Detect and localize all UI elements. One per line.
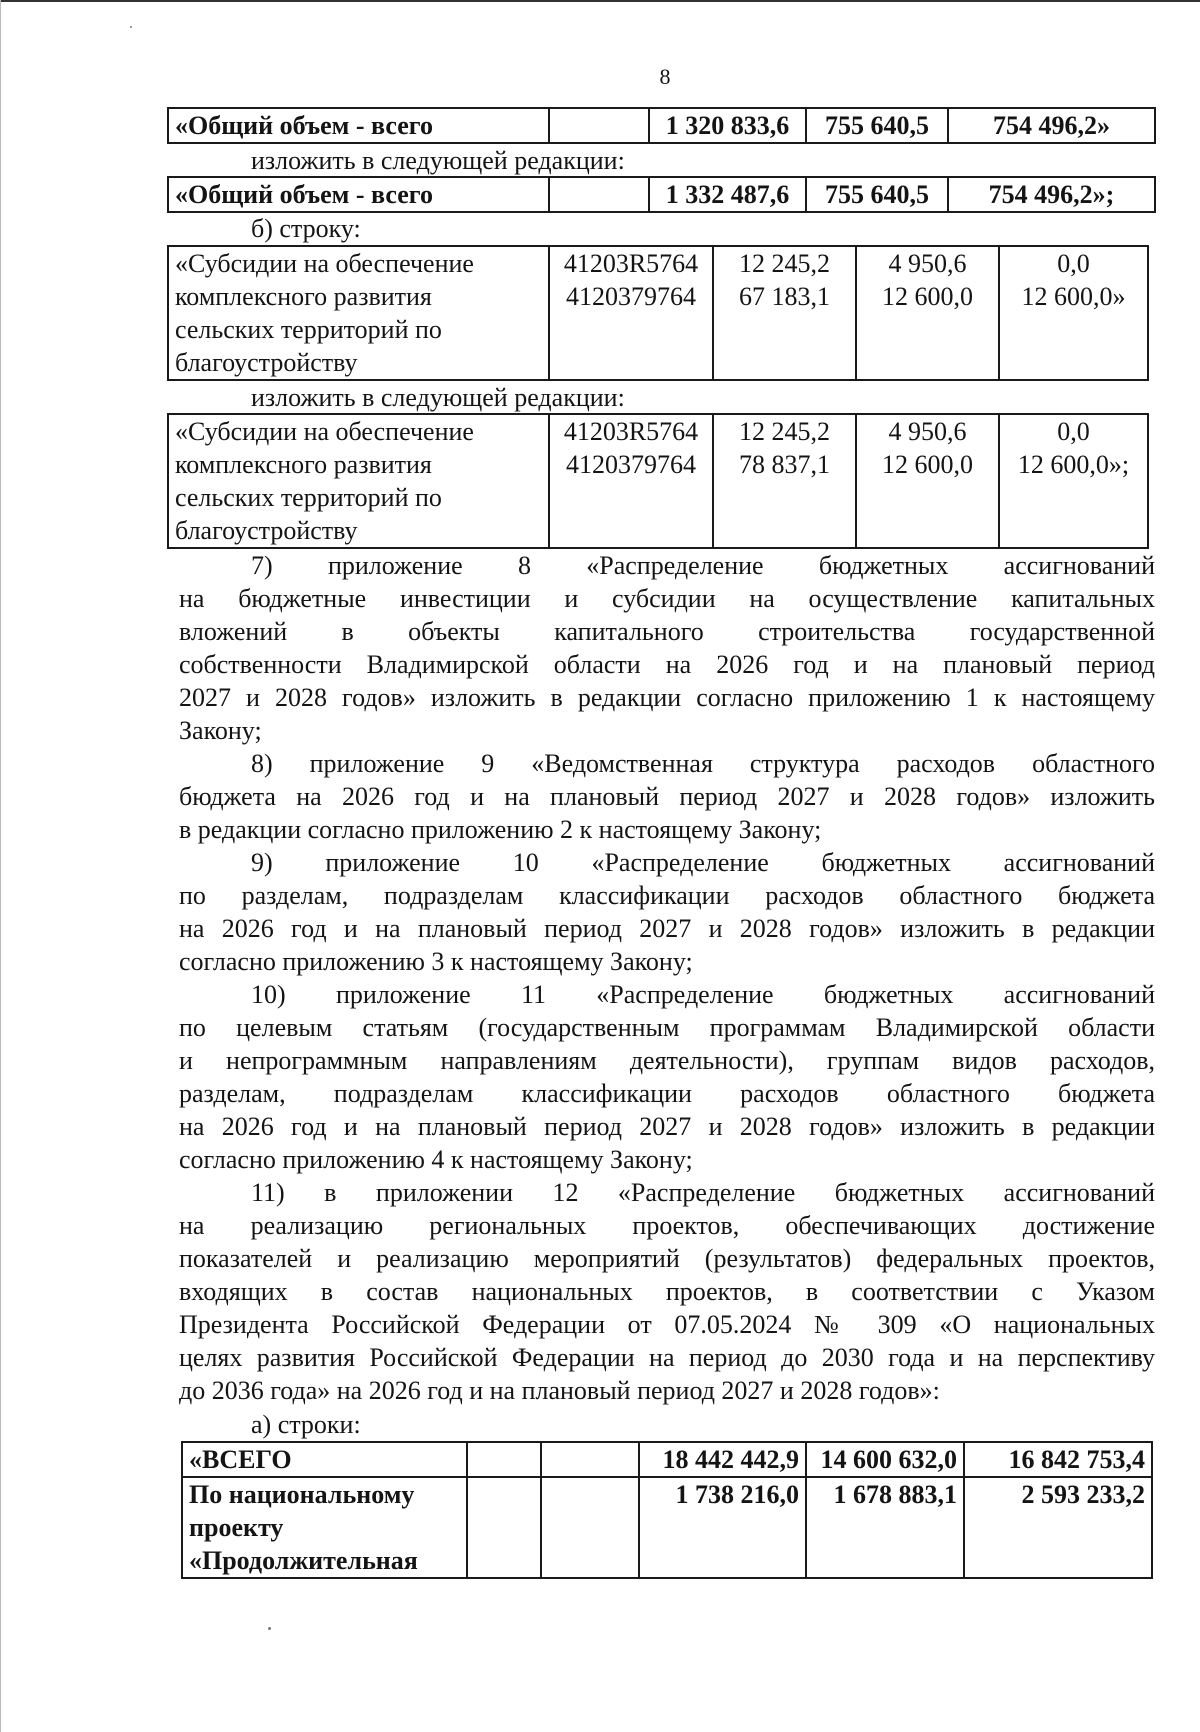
paragraph-line: на реализацию региональных проектов, обеспечивающих достижение (179, 1211, 1155, 1240)
table-cell: 755 640,5 (806, 108, 948, 143)
scan-speck (130, 26, 132, 28)
table-cell (467, 1442, 541, 1477)
paragraph-line: целях развития Российской Федерации на период до 2030 года и на перспективу (179, 1343, 1155, 1372)
paragraph-line: 11) в приложении 12 «Распределение бюджетных ассигнований (251, 1178, 1155, 1207)
national-projects-table (181, 1441, 1153, 1579)
paragraph-line: до 2036 года» на 2026 год и на плановый период 2027 и 2028 годов»: (179, 1376, 940, 1405)
cell-line: комплексного развития (175, 450, 432, 479)
cell-line: По национальному (189, 1480, 415, 1509)
table-row (168, 246, 1148, 380)
cell-line: 4120379764 (566, 282, 696, 311)
cell-line: благоустройству (175, 516, 358, 545)
table-cell: 1 738 216,0 (639, 1477, 806, 1578)
paragraph-line: и непрограммным направлениям деятельности), группам видов расходов, (179, 1046, 1155, 1075)
cell-line: «Субсидии на обеспечение (175, 417, 474, 446)
table-cell-col1 (713, 246, 856, 380)
paragraph-line: на 2026 год и на плановый период 2027 и 2028 годов» изложить в редакции (179, 1112, 1155, 1141)
cell-line: 12 600,0» (1021, 282, 1126, 311)
cell-line: 4 950,6 (888, 417, 967, 446)
table-cell-col3 (999, 414, 1148, 548)
caption-row: б) строку: (251, 214, 361, 243)
table-cell: 755 640,5 (806, 177, 948, 212)
table-cell-name (168, 414, 549, 548)
table-cell (541, 1477, 639, 1578)
table-cell: 14 600 632,0 (806, 1442, 964, 1477)
table-row (182, 1442, 1152, 1477)
cell-line: 41203R5764 (563, 417, 699, 446)
table-cell (549, 177, 649, 212)
table-cell: «Общий объем - всего (168, 177, 549, 212)
table-row (168, 414, 1148, 548)
paragraph-item-8 (179, 747, 1155, 846)
cell-line: 12 245,2 (739, 249, 830, 278)
total-volume-table-new (167, 176, 1156, 213)
paragraph-line: 8) приложение 9 «Ведомственная структура расходов областного (251, 749, 1155, 778)
paragraph-line: разделам, подразделам классификации расходов областного бюджета (179, 1079, 1155, 1108)
cell-line: «Продолжительная (189, 1546, 418, 1575)
paragraph-line: на бюджетные инвестиции и субсидии на осуществление капитальных (179, 584, 1155, 613)
cell-line: 12 245,2 (739, 417, 830, 446)
scan-left-edge (0, 0, 1, 1732)
table-cell: 16 842 753,4 (964, 1442, 1152, 1477)
paragraph-item-11 (179, 1176, 1155, 1407)
caption-new-edition-1: изложить в следующей редакции: (251, 146, 625, 175)
total-volume-table-old (167, 107, 1156, 144)
cell-line: 4120379764 (566, 450, 696, 479)
table-cell: 1 678 883,1 (806, 1477, 964, 1578)
cell-line: 4 950,6 (888, 249, 967, 278)
table-cell-col1 (713, 414, 856, 548)
table-cell: 754 496,2» (948, 108, 1155, 143)
table-cell-codes (549, 414, 713, 548)
table-cell (549, 108, 649, 143)
table-cell-name (168, 246, 549, 380)
paragraph-line: вложений в объекты капитального строительства государственной (179, 617, 1155, 646)
table-cell-col3 (999, 246, 1148, 380)
cell-line: 12 600,0 (882, 450, 973, 479)
table-cell (467, 1477, 541, 1578)
paragraph-line: согласно приложению 4 к настоящему Закону; (179, 1145, 693, 1174)
table-cell (541, 1442, 639, 1477)
paragraph-line: 2027 и 2028 годов» изложить в редакции согласно приложению 1 к настоящему (179, 683, 1155, 712)
table-cell-col2 (856, 246, 999, 380)
scan-top-edge (0, 0, 1200, 2)
paragraph-line: 10) приложение 11 «Распределение бюджетных ассигнований (251, 980, 1155, 1009)
table-row (168, 177, 1155, 212)
paragraph-line: по целевым статьям (государственным программам Владимирской области (179, 1013, 1155, 1042)
cell-line: 12 600,0»; (1017, 450, 1130, 479)
scan-speck (268, 1627, 271, 1630)
paragraph-line: согласно приложению 3 к настоящему Закону; (179, 947, 693, 976)
paragraph-line: Президента Российской Федерации от 07.05.2024 № 309 «О национальных (179, 1310, 1155, 1339)
subsidies-table-new (167, 413, 1149, 549)
cell-line: 67 183,1 (739, 282, 830, 311)
page-number: 8 (659, 64, 671, 89)
cell-line: сельских территорий по (175, 315, 442, 344)
table-cell: 1 332 487,6 (649, 177, 806, 212)
cell-line: проекту (189, 1513, 284, 1542)
table-cell: 1 320 833,6 (649, 108, 806, 143)
subsidies-table-old (167, 245, 1149, 381)
paragraph-line: бюджета на 2026 год и на плановый период 2027 и 2028 годов» изложить (179, 782, 1155, 811)
caption-rows: а) строки: (251, 1410, 361, 1439)
cell-line: комплексного развития (175, 282, 432, 311)
cell-line: 78 837,1 (739, 450, 830, 479)
table-cell-name (182, 1477, 467, 1578)
paragraph-line: собственности Владимирской области на 2026 год и на плановый период (179, 650, 1155, 679)
table-cell: 2 593 233,2 (964, 1477, 1152, 1578)
table-cell: 754 496,2»; (948, 177, 1155, 212)
paragraph-line: входящих в состав национальных проектов, в соответствии с Указом (179, 1277, 1155, 1306)
paragraph-line: на 2026 год и на плановый период 2027 и 2028 годов» изложить в редакции (179, 914, 1155, 943)
paragraph-item-10 (179, 978, 1155, 1176)
table-row (168, 108, 1155, 143)
paragraph-line: показателей и реализацию мероприятий (результатов) федеральных проектов, (179, 1244, 1155, 1273)
paragraph-line: в редакции согласно приложению 2 к настоящему Закону; (179, 815, 822, 844)
table-cell: 18 442 442,9 (639, 1442, 806, 1477)
paragraph-item-9 (179, 846, 1155, 978)
table-cell-col2 (856, 414, 999, 548)
cell-line: 12 600,0 (882, 282, 973, 311)
paragraph-item-7 (179, 549, 1155, 747)
cell-line: 41203R5764 (563, 249, 699, 278)
paragraph-line: 7) приложение 8 «Распределение бюджетных ассигнований (251, 551, 1155, 580)
table-row (182, 1477, 1152, 1578)
paragraph-line: по разделам, подразделам классификации расходов областного бюджета (179, 881, 1155, 910)
table-cell: «ВСЕГО (182, 1442, 467, 1477)
caption-new-edition-2: изложить в следующей редакции: (251, 383, 625, 412)
cell-line: благоустройству (175, 348, 358, 377)
table-cell-codes (549, 246, 713, 380)
cell-line: сельских территорий по (175, 483, 442, 512)
cell-line: «Субсидии на обеспечение (175, 249, 474, 278)
table-cell: «Общий объем - всего (168, 108, 549, 143)
cell-line: 0,0 (1057, 249, 1090, 278)
paragraph-line: Закону; (179, 716, 262, 745)
paragraph-line: 9) приложение 10 «Распределение бюджетных ассигнований (251, 848, 1155, 877)
cell-line: 0,0 (1057, 417, 1090, 446)
